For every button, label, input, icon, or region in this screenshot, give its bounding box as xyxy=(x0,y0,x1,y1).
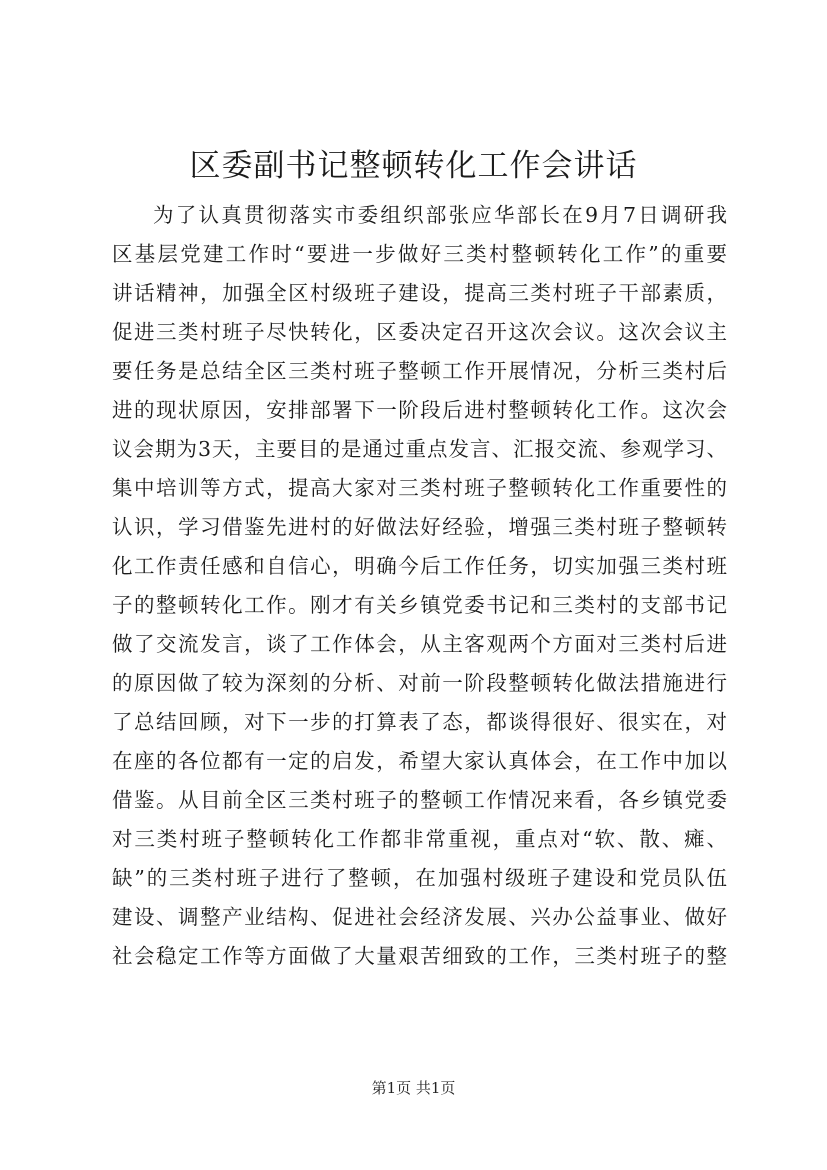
body-line: 促进三类村班子尽快转化，区委决定召开这次会议。这次会议主 xyxy=(112,320,727,344)
body-line: 借鉴。从目前全区三类村班子的整顿工作情况来看，各乡镇党委 xyxy=(112,788,727,812)
body-line: 讲话精神，加强全区村级班子建设，提高三类村班子干部素质， xyxy=(112,281,727,305)
body-line: 缺”的三类村班子进行了整顿，在加强村级班子建设和党员队伍 xyxy=(112,866,727,890)
body-line: 化工作责任感和自信心，明确今后工作任务，切实加强三类村班 xyxy=(112,554,727,578)
body-line: 社会稳定工作等方面做了大量艰苦细致的工作，三类村班子的整 xyxy=(112,944,727,968)
body-line: 对三类村班子整顿转化工作都非常重视，重点对“软、散、瘫、 xyxy=(112,827,727,851)
document-body xyxy=(112,196,727,976)
body-line: 做了交流发言，谈了工作体会，从主客观两个方面对三类村后进 xyxy=(112,632,727,656)
body-line: 认识，学习借鉴先进村的好做法好经验，增强三类村班子整顿转 xyxy=(112,515,727,539)
body-line: 为了认真贯彻落实市委组织部张应华部长在9月7日调研我 xyxy=(153,203,727,227)
body-line: 进的现状原因，安排部署下一阶段后进村整顿转化工作。这次会 xyxy=(112,398,727,422)
body-line: 区基层党建工作时“要进一步做好三类村整顿转化工作”的重要 xyxy=(112,242,727,266)
body-line: 要任务是总结全区三类村班子整顿工作开展情况，分析三类村后 xyxy=(112,359,727,383)
body-line: 在座的各位都有一定的启发，希望大家认真体会，在工作中加以 xyxy=(112,749,727,773)
body-line: 了总结回顾，对下一步的打算表了态，都谈得很好、很实在，对 xyxy=(112,710,727,734)
body-line: 议会期为3天，主要目的是通过重点发言、汇报交流、参观学习、 xyxy=(112,437,727,461)
body-line: 集中培训等方式，提高大家对三类村班子整顿转化工作重要性的 xyxy=(112,476,727,500)
body-line: 建设、调整产业结构、促进社会经济发展、兴办公益事业、做好 xyxy=(112,905,727,929)
document-title: 区委副书记整顿转化工作会讲话 xyxy=(189,148,638,184)
body-line: 子的整顿转化工作。刚才有关乡镇党委书记和三类村的支部书记 xyxy=(112,593,727,617)
body-line: 的原因做了较为深刻的分析、对前一阶段整顿转化做法措施进行 xyxy=(112,671,727,695)
page-number-footer: 第1页 共1页 xyxy=(371,1079,456,1097)
